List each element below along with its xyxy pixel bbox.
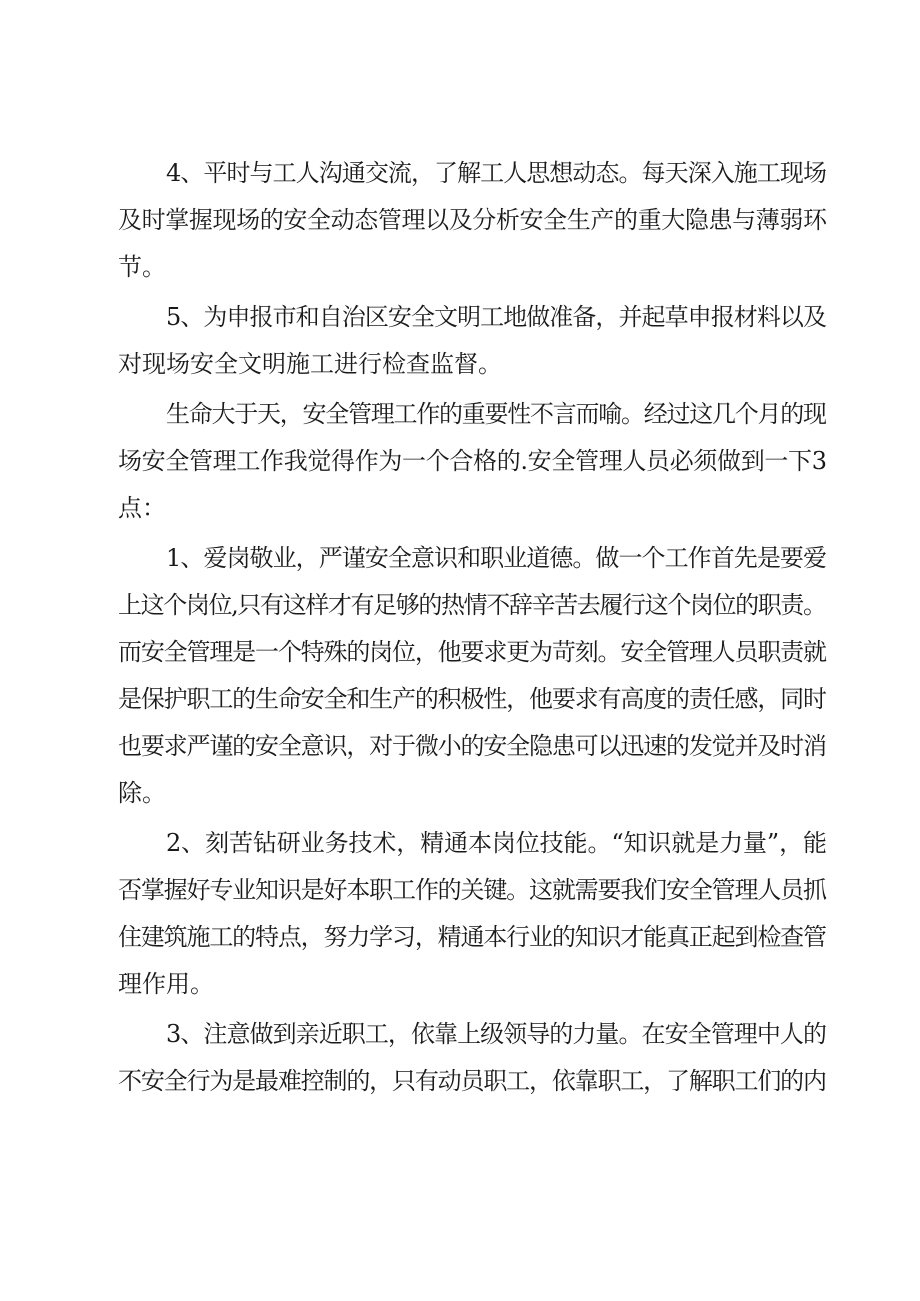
- text-line-content: 1、爱岗敬业，严谨安全意识和职业道德。做一个工作首先是要爱: [166, 544, 827, 572]
- text-line-content: 不安全行为是最难控制的，只有动员职工，依靠职工，了解职工们的内: [118, 1067, 826, 1095]
- text-line: [166, 543, 827, 573]
- text-line: [166, 158, 827, 188]
- text-line: [118, 349, 502, 379]
- text-line: [166, 828, 827, 858]
- text-line: [118, 252, 166, 282]
- text-line-content: 节。: [118, 253, 166, 281]
- text-line: [118, 922, 827, 952]
- text-line-content: 是保护职工的生命安全和生产的积极性，他要求有高度的责任感，同时: [118, 685, 826, 713]
- text-line-content: 点：: [118, 494, 166, 522]
- text-line: [118, 205, 827, 235]
- text-line: [166, 1019, 827, 1049]
- text-line: [118, 778, 166, 808]
- text-line: [118, 969, 214, 999]
- text-line-content: 理作用。: [118, 970, 214, 998]
- text-line: [118, 875, 827, 905]
- text-line: [118, 1066, 827, 1096]
- text-line-content: 否掌握好专业知识是好本职工作的关键。这就需要我们安全管理人员抓: [118, 876, 826, 904]
- text-line-content: 生命大于天，安全管理工作的重要性不言而喻。经过这几个月的现: [166, 400, 826, 428]
- text-line: [166, 399, 827, 429]
- text-line-content: 也要求严谨的安全意识，对于微小的安全隐患可以迅速的发觉并及时消: [118, 732, 826, 760]
- text-line-content: 及时掌握现场的安全动态管理以及分析安全生产的重大隐患与薄弱环: [118, 206, 827, 234]
- text-line-content: 上这个岗位,只有这样才有足够的热情不辞辛苦去履行这个岗位的职责。: [118, 591, 826, 619]
- text-line-content: 2、刻苦钻研业务技术，精通本岗位技能。“知识就是力量”，能: [166, 829, 827, 857]
- text-line: [118, 590, 827, 620]
- text-line: [118, 446, 827, 476]
- text-line: [118, 637, 827, 667]
- text-line-content: 场安全管理工作我觉得作为一个合格的.安全管理人员必须做到一下3: [118, 447, 827, 475]
- text-line: [118, 684, 827, 714]
- text-line: [118, 731, 827, 761]
- text-line-content: 而安全管理是一个特殊的岗位，他要求更为苛刻。安全管理人员职责就: [118, 638, 826, 666]
- text-line-content: 5、为申报市和自治区安全文明工地做准备，并起草申报材料以及: [166, 303, 827, 331]
- text-line: [166, 302, 827, 332]
- text-line-content: 除。: [118, 779, 166, 807]
- text-line-content: 4、平时与工人沟通交流，了解工人思想动态。每天深入施工现场: [166, 159, 827, 187]
- text-line-content: 对现场安全文明施工进行检查监督。: [118, 350, 502, 378]
- text-line-content: 住建筑施工的特点，努力学习，精通本行业的知识才能真正起到检查管: [118, 923, 826, 951]
- text-line-content: 3、注意做到亲近职工，依靠上级领导的力量。在安全管理中人的: [166, 1020, 827, 1048]
- text-line: [118, 493, 166, 523]
